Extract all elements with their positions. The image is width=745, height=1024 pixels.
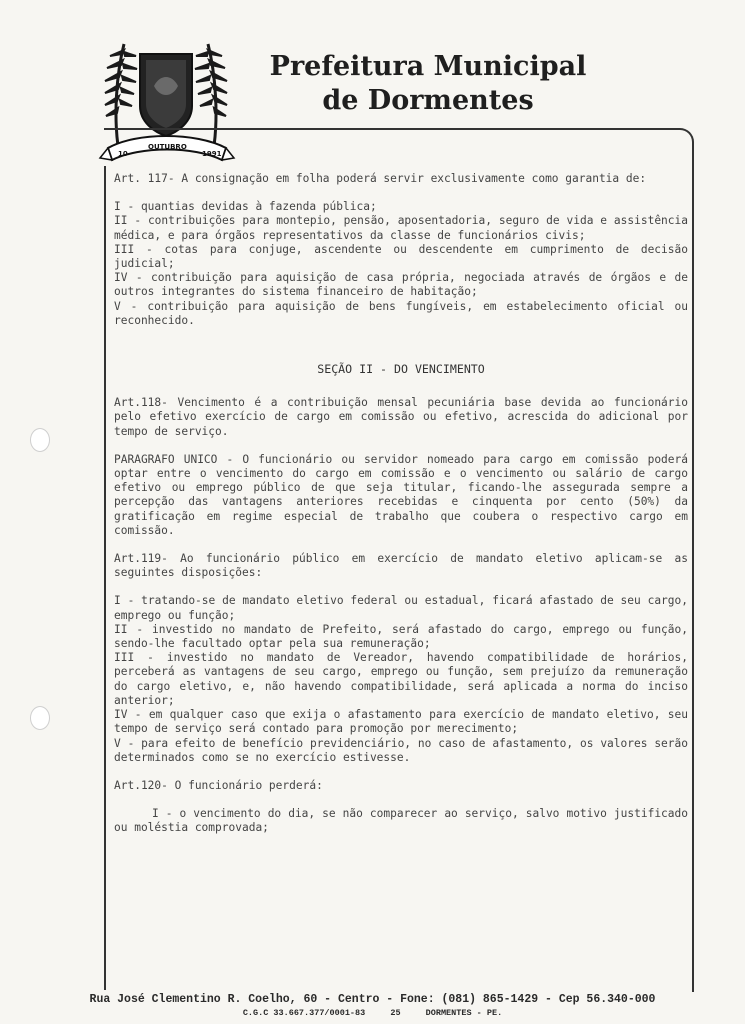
art119-item: V - para efeito de benefício previdenciário, no caso de afastamento, os valores serão determinados como se no exercício estivesse.	[114, 736, 688, 764]
art117-item: IV - contribuição para aquisição de casa própria, negociada através de órgãos e de outros integrantes do sistema financeiro de habitação;	[114, 271, 688, 299]
header-title-line2: de Dormentes	[322, 85, 534, 116]
art117-intro: Art. 117- A consignação em folha poderá servir exclusivamente como garantia de:	[114, 172, 647, 185]
art120-intro: Art.120- O funcionário perderá:	[114, 778, 323, 792]
page-footer	[0, 993, 745, 1018]
footer-meta	[0, 1008, 745, 1018]
footer-address: Rua José Clementino R. Coelho, 60 - Centro - Fone: (081) 865-1429 - Cep 56.340-000	[89, 993, 656, 1006]
art119-item: IV - em qualquer caso que exija o afastamento para exercício de mandato eletivo, seu tempo de serviço será contado para promoção por merecimento;	[114, 708, 688, 736]
punch-hole-bottom	[30, 706, 50, 730]
crest-year: 1991	[202, 150, 222, 158]
art119-item: III - investido no mandato de Vereador, havendo compatibilidade de horários, perceberá as vantagens de seu cargo, emprego ou função, sem prejuízo da remuneração do cargo eletivo, e, não havendo compatibilidade, será aplicada a norma do inciso anterior;	[114, 651, 688, 707]
document-body	[114, 172, 688, 836]
footer-city: DORMENTES - PE.	[425, 1008, 503, 1018]
art120-item: I - o vencimento do dia, se não comparecer ao serviço, salvo motivo justificado ou moléstia comprovada;	[114, 807, 688, 835]
section-title: SEÇÃO II - DO VENCIMENTO	[317, 362, 485, 377]
art117-item: V - contribuição para aquisição de bens fungíveis, em estabelecimento oficial ou reconhecido.	[114, 299, 688, 327]
paragrafo-unico: PARAGRAFO UNICO - O funcionário ou servidor nomeado para cargo em comissão poderá optar entre o vencimento do cargo em comissão e o vencimento ou salário de cargo efetivo ou emprego público de que seja titular, ficando-lhe assegurada sempre a percepção das vantagens anteriores recebidas e cinquenta por cento (50%) da gratificação em regime especial de trabalho que coubera o respectivo cargo em comissão.	[114, 452, 688, 537]
page-header	[258, 50, 598, 118]
art117-item: III - cotas para conjuge, ascendente ou descendente em cumprimento de decisão judicial;	[114, 242, 688, 271]
art117-item: II - contribuições para montepio, pensão, aposentadoria, seguro de vida e assistência médica, e para órgãos representativos da classe de funcionários civis;	[114, 214, 688, 242]
footer-cgc: C.G.C 33.667.377/0001-83	[242, 1008, 366, 1018]
art117-item: I - quantias devidas à fazenda pública;	[114, 200, 377, 214]
page-frame-left-rule	[104, 166, 106, 990]
page-number: 25	[390, 1008, 401, 1018]
header-title-line1: Prefeitura Municipal	[269, 51, 587, 82]
art119-intro: Art.119- Ao funcionário público em exercício de mandato eletivo aplicam-se as seguintes disposições:	[114, 552, 688, 580]
art119-item: I - tratando-se de mandato eletivo federal ou estadual, ficará afastado de seu cargo, emprego ou função;	[114, 594, 688, 622]
crest-month: OUTUBRO	[148, 143, 187, 151]
art119-item: II - investido no mandato de Prefeito, será afastado do cargo, emprego ou função, sendo-lhe facultado optar pela sua remuneração;	[114, 622, 688, 651]
crest-day: 10	[118, 150, 128, 158]
punch-hole-top	[30, 428, 50, 452]
art118: Art.118- Vencimento é a contribuição mensal pecuniária base devida ao funcionário pelo efetivo exercício de cargo em comissão ou efetivo, acrescida do adicional por tempo de serviço.	[114, 396, 688, 438]
